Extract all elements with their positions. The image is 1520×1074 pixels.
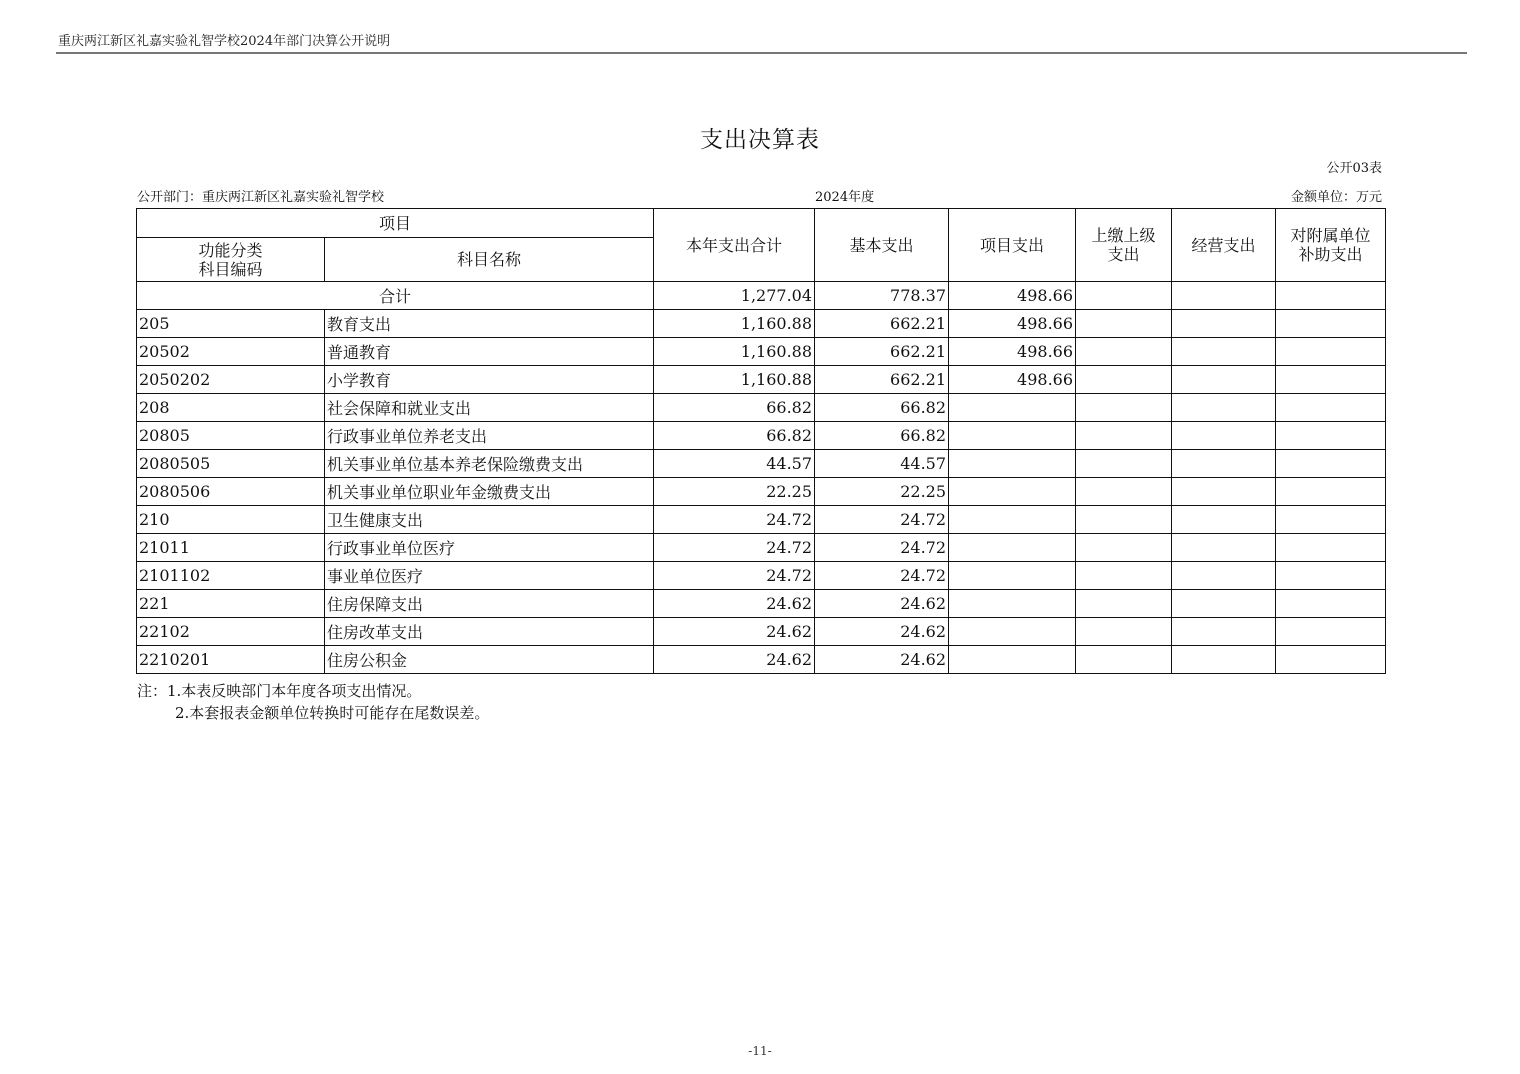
row-basic: 66.82 (815, 422, 949, 450)
row-name: 教育支出 (325, 310, 654, 338)
row-basic: 66.82 (815, 394, 949, 422)
row-total: 24.62 (654, 646, 815, 674)
row-project (949, 478, 1076, 506)
table-row (137, 618, 1386, 646)
row-upper (1076, 506, 1172, 534)
row-upper (1076, 478, 1172, 506)
table-row (137, 506, 1386, 534)
row-basic: 24.62 (815, 590, 949, 618)
row-upper (1076, 422, 1172, 450)
row-code: 22102 (137, 618, 325, 646)
row-upper (1076, 590, 1172, 618)
row-upper (1076, 534, 1172, 562)
row-name: 事业单位医疗 (325, 562, 654, 590)
row-subsidy (1276, 618, 1386, 646)
row-project (949, 422, 1076, 450)
total-business (1172, 282, 1276, 310)
row-name: 机关事业单位基本养老保险缴费支出 (325, 450, 654, 478)
total-upper (1076, 282, 1172, 310)
row-total: 24.62 (654, 618, 815, 646)
running-header: 重庆两江新区礼嘉实验礼智学校2024年部门决算公开说明 (58, 34, 391, 49)
row-name: 住房改革支出 (325, 618, 654, 646)
row-total: 24.72 (654, 534, 815, 562)
row-basic: 662.21 (815, 338, 949, 366)
row-project: 498.66 (949, 310, 1076, 338)
row-total: 1,160.88 (654, 366, 815, 394)
row-basic: 662.21 (815, 310, 949, 338)
row-project (949, 534, 1076, 562)
table-row (137, 366, 1386, 394)
total-amount: 1,277.04 (654, 282, 815, 310)
expenditure-table (136, 208, 1386, 674)
total-row (137, 282, 1386, 310)
header-basic: 基本支出 (815, 209, 949, 282)
row-name: 机关事业单位职业年金缴费支出 (325, 478, 654, 506)
row-total: 24.62 (654, 590, 815, 618)
row-business (1172, 450, 1276, 478)
row-business (1172, 366, 1276, 394)
row-subsidy (1276, 562, 1386, 590)
row-basic: 662.21 (815, 366, 949, 394)
row-project (949, 506, 1076, 534)
row-basic: 44.57 (815, 450, 949, 478)
total-subsidy (1276, 282, 1386, 310)
table-row (137, 338, 1386, 366)
row-subsidy (1276, 534, 1386, 562)
amount-unit-label: 金额单位：万元 (1290, 190, 1382, 205)
total-project: 498.66 (949, 282, 1076, 310)
row-subsidy (1276, 478, 1386, 506)
row-name: 小学教育 (325, 366, 654, 394)
row-business (1172, 422, 1276, 450)
row-total: 1,160.88 (654, 338, 815, 366)
fiscal-year-label: 2024年度 (815, 190, 875, 205)
row-upper (1076, 450, 1172, 478)
row-business (1172, 338, 1276, 366)
row-name: 行政事业单位医疗 (325, 534, 654, 562)
row-upper (1076, 618, 1172, 646)
row-basic: 22.25 (815, 478, 949, 506)
row-total: 24.72 (654, 506, 815, 534)
row-upper (1076, 310, 1172, 338)
row-project (949, 562, 1076, 590)
header-total: 本年支出合计 (654, 209, 815, 282)
row-subsidy (1276, 506, 1386, 534)
table-row (137, 310, 1386, 338)
row-basic: 24.62 (815, 646, 949, 674)
row-code: 221 (137, 590, 325, 618)
row-name: 卫生健康支出 (325, 506, 654, 534)
row-basic: 24.72 (815, 534, 949, 562)
header-business: 经营支出 (1172, 209, 1276, 282)
row-business (1172, 590, 1276, 618)
row-project (949, 618, 1076, 646)
table-row (137, 562, 1386, 590)
row-subsidy (1276, 422, 1386, 450)
row-name: 普通教育 (325, 338, 654, 366)
header-item: 项目 (137, 209, 654, 238)
row-code: 2210201 (137, 646, 325, 674)
row-project: 498.66 (949, 366, 1076, 394)
row-subsidy (1276, 450, 1386, 478)
row-business (1172, 646, 1276, 674)
table-row (137, 534, 1386, 562)
row-code: 210 (137, 506, 325, 534)
row-subsidy (1276, 394, 1386, 422)
header-code: 功能分类 科目编码 (137, 238, 325, 282)
row-name: 住房保障支出 (325, 590, 654, 618)
department-label: 公开部门：重庆两江新区礼嘉实验礼智学校 (137, 190, 385, 205)
header-name: 科目名称 (325, 238, 654, 282)
row-upper (1076, 562, 1172, 590)
row-basic: 24.72 (815, 506, 949, 534)
row-name: 行政事业单位养老支出 (325, 422, 654, 450)
page-number: -11- (748, 1044, 772, 1058)
header-project: 项目支出 (949, 209, 1076, 282)
row-total: 22.25 (654, 478, 815, 506)
row-upper (1076, 338, 1172, 366)
note-2: 2.本套报表金额单位转换时可能存在尾数误差。 (175, 704, 490, 722)
row-subsidy (1276, 366, 1386, 394)
row-business (1172, 618, 1276, 646)
row-business (1172, 310, 1276, 338)
total-basic: 778.37 (815, 282, 949, 310)
row-total: 66.82 (654, 422, 815, 450)
table-row (137, 394, 1386, 422)
page-title: 支出决算表 (700, 127, 820, 153)
table-row (137, 450, 1386, 478)
row-code: 2101102 (137, 562, 325, 590)
row-total: 44.57 (654, 450, 815, 478)
row-project (949, 450, 1076, 478)
row-upper (1076, 646, 1172, 674)
row-project: 498.66 (949, 338, 1076, 366)
row-basic: 24.72 (815, 562, 949, 590)
row-code: 205 (137, 310, 325, 338)
row-code: 2050202 (137, 366, 325, 394)
row-name: 社会保障和就业支出 (325, 394, 654, 422)
header-upper: 上缴上级 支出 (1076, 209, 1172, 282)
row-subsidy (1276, 310, 1386, 338)
row-subsidy (1276, 590, 1386, 618)
row-project (949, 590, 1076, 618)
row-code: 208 (137, 394, 325, 422)
total-label: 合计 (137, 282, 654, 310)
row-project (949, 646, 1076, 674)
header-divider (56, 52, 1467, 54)
row-total: 66.82 (654, 394, 815, 422)
row-upper (1076, 366, 1172, 394)
table-row (137, 478, 1386, 506)
row-total: 1,160.88 (654, 310, 815, 338)
table-row (137, 590, 1386, 618)
row-project (949, 394, 1076, 422)
row-business (1172, 478, 1276, 506)
row-upper (1076, 394, 1172, 422)
row-subsidy (1276, 338, 1386, 366)
row-name: 住房公积金 (325, 646, 654, 674)
row-business (1172, 534, 1276, 562)
row-business (1172, 394, 1276, 422)
row-code: 20502 (137, 338, 325, 366)
row-subsidy (1276, 646, 1386, 674)
row-code: 2080506 (137, 478, 325, 506)
row-business (1172, 562, 1276, 590)
table-row (137, 646, 1386, 674)
row-basic: 24.62 (815, 618, 949, 646)
row-business (1172, 506, 1276, 534)
row-code: 20805 (137, 422, 325, 450)
row-total: 24.72 (654, 562, 815, 590)
header-subsidy: 对附属单位 补助支出 (1276, 209, 1386, 282)
row-code: 2080505 (137, 450, 325, 478)
table-number: 公开03表 (1326, 161, 1382, 176)
row-code: 21011 (137, 534, 325, 562)
notes (137, 680, 489, 724)
note-1: 注：1.本表反映部门本年度各项支出情况。 (137, 682, 422, 700)
table-row (137, 422, 1386, 450)
